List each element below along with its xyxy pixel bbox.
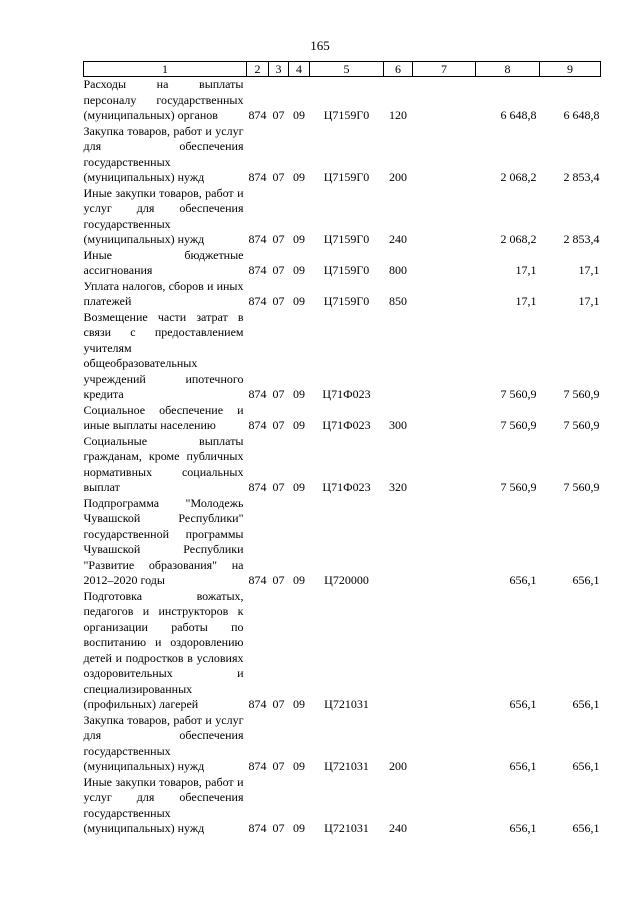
row-target-article: Ц720000	[324, 573, 369, 587]
row-column-7	[413, 186, 476, 248]
row-name: Закупка товаров, работ и услуг для обеспечения государственных (муниципальных) нужд	[83, 712, 244, 773]
row-amount-col9: 2 853,4	[563, 232, 600, 246]
table-row	[84, 775, 601, 837]
row-target-article: Ц721031	[324, 759, 369, 773]
row-amount-col8: 17,1	[515, 263, 537, 277]
row-subsection-code: 09	[293, 263, 305, 277]
row-amount-col8: 7 560,9	[500, 418, 537, 432]
row-amount-col9: 7 560,9	[563, 387, 600, 401]
column-header: 5	[310, 62, 384, 77]
column-header: 1	[84, 62, 247, 77]
row-amount-col9: 656,1	[572, 821, 600, 835]
table-row	[84, 248, 601, 279]
row-expense-type: 300	[389, 418, 407, 432]
table-header-row	[84, 62, 601, 77]
row-amount-col9: 6 648,8	[563, 108, 600, 122]
row-amount-col9: 656,1	[572, 759, 600, 773]
row-amount-col8: 656,1	[509, 573, 537, 587]
row-expense-type: 800	[389, 263, 407, 277]
row-expense-type	[384, 589, 413, 713]
row-admin-code: 874	[248, 759, 267, 773]
table-row	[84, 279, 601, 310]
column-header: 6	[384, 62, 413, 77]
table-row	[84, 310, 601, 403]
row-amount-col8: 656,1	[509, 759, 537, 773]
row-column-7	[413, 77, 476, 124]
row-name: Подпрограмма "Молодежь Чувашской Республики" государственной программы Чувашской Республики "Развитие образования" на 2012–2020 годы	[83, 495, 244, 587]
row-admin-code: 874	[248, 232, 267, 246]
row-column-7	[413, 310, 476, 403]
column-header: 8	[476, 62, 540, 77]
row-target-article: Ц7159Г0	[323, 263, 370, 277]
row-amount-col8: 656,1	[509, 821, 537, 835]
row-name: Иные закупки товаров, работ и услуг для обеспечения государственных (муниципальных) нужд	[83, 185, 244, 246]
row-amount-col9: 2 853,4	[563, 170, 600, 184]
row-amount-col9: 656,1	[572, 573, 600, 587]
row-target-article: Ц7159Г0	[323, 170, 370, 184]
row-amount-col8: 7 560,9	[500, 387, 537, 401]
row-section-code: 07	[272, 387, 285, 401]
row-admin-code: 874	[248, 387, 267, 401]
row-amount-col9: 7 560,9	[563, 480, 600, 494]
row-subsection-code: 09	[293, 573, 305, 587]
row-section-code: 07	[272, 821, 285, 835]
row-name: Социальное обеспечение и иные выплаты населению	[83, 402, 244, 432]
row-amount-col8: 656,1	[509, 697, 537, 711]
row-expense-type: 240	[389, 232, 407, 246]
row-expense-type: 850	[389, 294, 407, 308]
row-amount-col9: 7 560,9	[563, 418, 600, 432]
row-name: Подготовка вожатых, педагогов и инструкторов к организации работы по воспитанию и оздоровлению детей и подростков в условиях оздоровительных и специализированных (профильных) лагерей	[83, 588, 244, 711]
table-row	[84, 589, 601, 713]
column-header: 4	[289, 62, 310, 77]
row-target-article: Ц721031	[324, 821, 369, 835]
row-expense-type	[384, 310, 413, 403]
row-subsection-code: 09	[293, 170, 305, 184]
row-admin-code: 874	[248, 108, 267, 122]
row-column-7	[413, 589, 476, 713]
row-name: Иные закупки товаров, работ и услуг для обеспечения государственных (муниципальных) нужд	[83, 774, 244, 835]
row-column-7	[413, 279, 476, 310]
row-name: Иные бюджетные ассигнования	[83, 247, 244, 277]
row-admin-code: 874	[248, 480, 267, 494]
table-row	[84, 186, 601, 248]
row-subsection-code: 09	[293, 294, 305, 308]
column-header: 7	[413, 62, 476, 77]
row-amount-col8: 2 068,2	[500, 170, 537, 184]
row-amount-col8: 17,1	[515, 294, 537, 308]
row-admin-code: 874	[248, 294, 267, 308]
row-subsection-code: 09	[293, 232, 305, 246]
row-expense-type: 200	[389, 759, 407, 773]
row-amount-col9: 17,1	[578, 294, 600, 308]
row-expense-type: 120	[389, 108, 407, 122]
row-admin-code: 874	[248, 821, 267, 835]
row-admin-code: 874	[248, 697, 267, 711]
row-column-7	[413, 403, 476, 434]
row-section-code: 07	[272, 263, 285, 277]
row-subsection-code: 09	[293, 697, 305, 711]
column-header: 9	[540, 62, 601, 77]
row-name: Уплата налогов, сборов и иных платежей	[83, 278, 244, 308]
table-row	[84, 434, 601, 496]
table-row	[84, 77, 601, 124]
row-column-7	[413, 713, 476, 775]
row-target-article: Ц721031	[324, 697, 369, 711]
row-target-article: Ц71Ф023	[322, 418, 371, 432]
row-target-article: Ц7159Г0	[323, 232, 370, 246]
row-subsection-code: 09	[293, 108, 305, 122]
row-column-7	[413, 124, 476, 186]
row-amount-col9: 656,1	[572, 697, 600, 711]
row-name: Закупка товаров, работ и услуг для обеспечения государственных (муниципальных) нужд	[83, 123, 244, 184]
column-header: 3	[269, 62, 289, 77]
table-row	[84, 403, 601, 434]
row-target-article: Ц7159Г0	[323, 108, 370, 122]
row-admin-code: 874	[248, 573, 267, 587]
page-number: 165	[310, 38, 330, 53]
row-target-article: Ц71Ф023	[322, 387, 371, 401]
row-name: Расходы на выплаты персоналу государственных (муниципальных) органов	[83, 77, 244, 122]
row-expense-type: 240	[389, 821, 407, 835]
row-section-code: 07	[272, 232, 285, 246]
row-section-code: 07	[272, 573, 285, 587]
row-subsection-code: 09	[293, 821, 305, 835]
row-admin-code: 874	[248, 418, 267, 432]
row-section-code: 07	[272, 108, 285, 122]
budget-table	[83, 61, 601, 837]
row-column-7	[413, 496, 476, 589]
row-section-code: 07	[272, 480, 285, 494]
row-subsection-code: 09	[293, 759, 305, 773]
column-header: 2	[247, 62, 269, 77]
row-target-article: Ц7159Г0	[323, 294, 370, 308]
row-section-code: 07	[272, 759, 285, 773]
row-subsection-code: 09	[293, 480, 305, 494]
row-amount-col9: 17,1	[578, 263, 600, 277]
row-section-code: 07	[272, 418, 285, 432]
row-name: Возмещение части затрат в связи с предоставлением учителям общеобразовательных учреждений ипотечного кредита	[83, 309, 244, 401]
row-column-7	[413, 775, 476, 837]
row-section-code: 07	[272, 294, 285, 308]
row-column-7	[413, 248, 476, 279]
row-section-code: 07	[272, 170, 285, 184]
row-admin-code: 874	[248, 263, 267, 277]
row-expense-type: 320	[389, 480, 407, 494]
row-expense-type: 200	[389, 170, 407, 184]
row-name: Социальные выплаты гражданам, кроме публичных нормативных социальных выплат	[83, 433, 244, 494]
row-target-article: Ц71Ф023	[322, 480, 371, 494]
table-body	[84, 77, 601, 837]
row-section-code: 07	[272, 697, 285, 711]
row-column-7	[413, 434, 476, 496]
table-row	[84, 713, 601, 775]
row-amount-col8: 7 560,9	[500, 480, 537, 494]
row-expense-type	[384, 496, 413, 589]
table-row	[84, 496, 601, 589]
row-subsection-code: 09	[293, 418, 305, 432]
row-amount-col8: 6 648,8	[500, 108, 537, 122]
table-row	[84, 124, 601, 186]
row-subsection-code: 09	[293, 387, 305, 401]
row-amount-col8: 2 068,2	[500, 232, 537, 246]
row-admin-code: 874	[248, 170, 267, 184]
